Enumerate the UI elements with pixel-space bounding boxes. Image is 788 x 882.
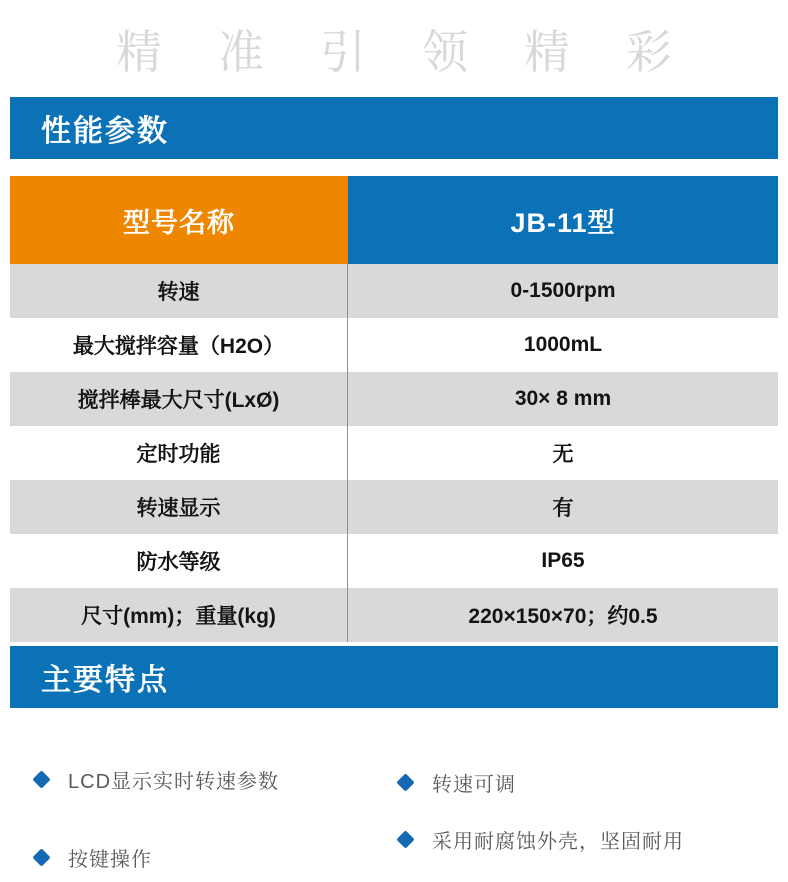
table-row xyxy=(10,318,778,372)
spec-label: 转速显示 xyxy=(10,480,348,534)
spec-value: 1000mL xyxy=(523,333,603,356)
brand-slogan-watermark xyxy=(0,0,788,97)
features-list xyxy=(0,708,788,872)
spec-value: 无 xyxy=(552,443,574,466)
spec-label: 尺寸(mm)；重量(kg) xyxy=(10,588,348,642)
table-row xyxy=(10,534,778,588)
spec-value: 30× 8 mm xyxy=(514,387,612,410)
performance-section-title: 性能参数 xyxy=(41,115,169,148)
spec-label: 搅拌棒最大尺寸(LxØ) xyxy=(10,372,348,426)
spec-table-header xyxy=(10,176,778,264)
section-header-features xyxy=(10,646,778,708)
spec-value: 有 xyxy=(552,497,574,520)
feature-text: LCD显示实时转速参数 xyxy=(68,771,280,793)
features-section-title: 主要特点 xyxy=(41,664,169,697)
spec-table xyxy=(10,176,778,642)
list-item xyxy=(399,825,763,854)
list-item xyxy=(35,765,399,794)
table-row xyxy=(10,372,778,426)
spec-label: 防水等级 xyxy=(10,534,348,588)
diamond-bullet-icon xyxy=(396,830,414,848)
model-value-header-cell: JB-11型 xyxy=(348,176,778,264)
table-row xyxy=(10,480,778,534)
table-row xyxy=(10,426,778,480)
feature-text: 按键操作 xyxy=(68,849,152,871)
table-row xyxy=(10,264,778,318)
features-column-right xyxy=(399,708,763,872)
model-name-header-cell: 型号名称 xyxy=(10,176,348,264)
list-item xyxy=(35,843,399,872)
slogan-text: 精准引领精彩 xyxy=(116,25,728,78)
feature-text: 转速可调 xyxy=(432,774,516,796)
spec-value: IP65 xyxy=(541,549,585,572)
section-header-performance xyxy=(10,97,778,159)
spec-label: 转速 xyxy=(10,264,348,318)
features-column-left xyxy=(35,708,399,872)
list-item xyxy=(399,768,763,797)
table-row xyxy=(10,588,778,642)
spec-label: 最大搅拌容量（H2O） xyxy=(10,318,348,372)
feature-text: 采用耐腐蚀外壳，坚固耐用 xyxy=(432,831,684,853)
spec-label: 定时功能 xyxy=(10,426,348,480)
diamond-bullet-icon xyxy=(32,848,50,866)
spec-value: 220×150×70；约0.5 xyxy=(468,605,658,628)
diamond-bullet-icon xyxy=(32,770,50,788)
diamond-bullet-icon xyxy=(396,773,414,791)
spec-value: 0-1500rpm xyxy=(510,279,616,302)
